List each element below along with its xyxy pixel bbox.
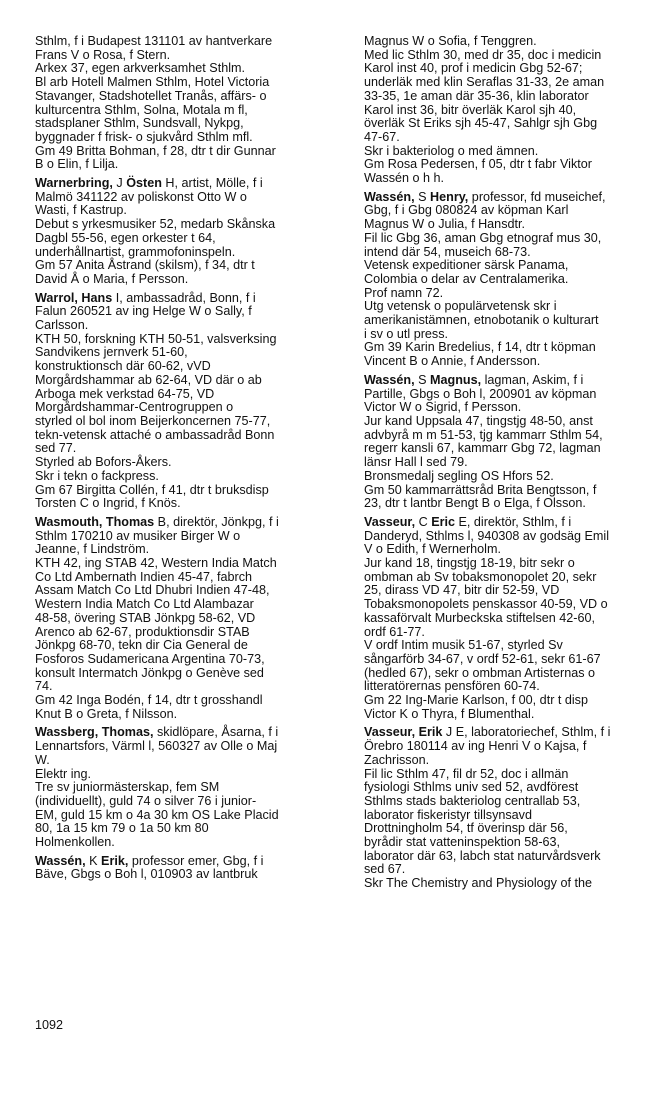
entry-text: Gm 49 Britta Bohman, f 28, dtr t dir Gunnar [35,143,276,158]
entry-text: Arenco ab 62-67, produktionsdir STAB [35,624,250,639]
entry-text: Utg vetensk o populärvetensk skr i [364,299,557,314]
entry-line [364,470,660,484]
entry-line [364,328,660,342]
entry-line [35,374,342,388]
entry-line [35,584,342,598]
entry-line [364,667,660,681]
entry-initial: J [112,176,127,191]
entry-text: Holmenkollen. [35,835,115,850]
entry-text: V ordf Intim musik 51-67, styrled Sv [364,638,563,653]
entry-line [35,104,342,118]
entry-text: Sandvikens jernverk 51-60, [35,345,188,360]
entry-text: Magnus W o Julia, f Hansdtr. [364,217,525,232]
entry-text: Gm Rosa Pedersen, f 05, dtr t fabr Viktor [364,157,592,172]
entry-text: i sv o utl press. [364,326,448,341]
biography-entry [35,177,342,287]
entry-text: Karol inst 36, bitr överläk Karol sjh 40, [364,102,577,117]
entry-text: kulturcentra Sthlm, Solna, Motala m fl, [35,102,248,117]
entry-text: Colombia o delar av Centralamerika. [364,271,569,286]
entry-text: KTH 42, ing STAB 42, Western India Match [35,556,277,571]
entry-line [35,35,342,49]
entry-line [35,809,342,823]
biography-entry [364,516,660,722]
entry-line [35,626,342,640]
entry-name: Wassén, [364,189,415,204]
entry-text: Falun 260521 av ing Helge W o Sally, f [35,304,252,319]
entry-line [35,470,342,484]
right-column [364,35,660,896]
entry-text: Knut B o Greta, f Nilsson. [35,706,178,721]
entry-line [35,319,342,333]
entry-text: fysiologi Sthlms univ sed 52, avdförest [364,780,579,795]
entry-line [35,415,342,429]
entry-text: J E, laboratoriechef, Sthlm, f i [442,725,611,740]
entry-text: KTH 50, forskning KTH 50-51, valsverksing [35,331,277,346]
entry-line [364,530,660,544]
entry-text: B, direktör, Jönkpg, f i [154,514,279,529]
entry-line [35,484,342,498]
entry-name: Vasseur, Erik [364,725,443,740]
entry-line [364,484,660,498]
entry-text: Jeanne, f Lindström. [35,542,150,557]
entry-line [364,62,660,76]
entry-line [35,131,342,145]
entry-text: EM, guld 15 km o 4a 30 km OS Lake Placid [35,807,279,822]
entry-text: Victor K o Thyra, f Blumenthal. [364,706,535,721]
entry-text: Bronsmedalj segling OS Hfors 52. [364,468,554,483]
entry-line [35,667,342,681]
entry-line [364,822,660,836]
entry-text: 48-58, övering STAB Jönkpg 58-62, VD [35,610,256,625]
entry-text: Prof namn 72. [364,285,444,300]
entry-line [35,708,342,722]
entry-line [364,273,660,287]
entry-line [35,346,342,360]
entry-text: advbyrå m m 51-53, tjg kammarr Sthlm 54, [364,427,603,442]
entry-line [364,232,660,246]
entry-line [364,49,660,63]
entry-line [35,333,342,347]
entry-line [364,456,660,470]
entry-line [364,726,660,740]
entry-text: Gm 39 Karin Bredelius, f 14, dtr t köpman [364,340,596,355]
entry-line [364,341,660,355]
entry-line [364,442,660,456]
entry-given-name: Östen [126,176,162,191]
entry-text: Sthlm, f i Budapest 131101 av hantverkare [35,34,273,48]
entry-text: professor emer, Gbg, f i [128,853,264,868]
entry-text: professor, fd museichef, [468,189,606,204]
entry-text: sångarförb 34-67, v ordf 52-61, sekr 61-67 [364,651,601,666]
entry-text: Drottningholm 54, tf överinsp där 56, [364,821,568,836]
entry-text: Elektr ing. [35,766,91,781]
entry-line [35,612,342,626]
entry-text: Morgårdshammar-Centrogruppen o [35,400,234,415]
entry-line [364,145,660,159]
entry-line [364,117,660,131]
entry-text: H, artist, Mölle, f i [161,176,263,191]
entry-text: (individuellt), guld 74 o silver 76 i junior- [35,793,257,808]
entry-text: Tre sv juniormästerskap, fem SM [35,780,220,795]
entry-line [35,516,342,530]
entry-text: E, direktör, Sthlm, f i [455,514,572,529]
entry-text: Wassén o h h. [364,171,445,186]
entry-text: Magnus W o Sofia, f Tenggren. [364,34,537,48]
entry-line [35,726,342,740]
entry-line [35,305,342,319]
entry-line [35,855,342,869]
entry-text: Malmö 341122 av poliskonst Otto W o [35,189,247,204]
entry-line [364,626,660,640]
entry-line [364,740,660,754]
entry-line [35,292,342,306]
entry-text: laborator fiskeristyr tillsynsavd [364,807,532,822]
entry-line [35,177,342,191]
entry-text: lagman, Askim, f i [481,372,584,387]
entry-text: ordf 61-77. [364,624,425,639]
entry-text: stadsplaner Sthlm, Sundsvall, Nykpg, [35,116,244,131]
entry-line [35,158,342,172]
entry-name: Wassberg, Thomas, [35,725,154,740]
entry-line [35,273,342,287]
entry-text: Fosforos Sudamericana Argentina 70-73, [35,651,265,666]
entry-line [364,836,660,850]
entry-given-name: Erik, [101,853,129,868]
entry-text: kassaförvalt Murbeckska stiftelsen 42-60, [364,610,595,625]
entry-text: Skr The Chemistry and Physiology of the [364,876,592,891]
entry-text: Jönkpg 68-70, tekn dir Cia General de [35,638,248,653]
entry-line [364,612,660,626]
entry-line [35,62,342,76]
entry-text: Jur kand 18, tingstjg 18-19, bitr sekr o [364,556,575,571]
entry-line [364,571,660,585]
entry-line [364,388,660,402]
entry-line [364,191,660,205]
entry-initial: C [415,514,432,529]
entry-line [364,415,660,429]
entry-line [35,740,342,754]
entry-line [364,218,660,232]
entry-initial: S [414,372,431,387]
entry-text: underläk med klin Seraflas 31-33, 2e aman [364,75,605,90]
entry-given-name: Magnus, [430,372,482,387]
entry-text: Zachrisson. [364,752,430,767]
entry-text: Sthlm 170210 av musiker Birger W o [35,528,241,543]
entry-text: 80, 1a 15 km 79 o 1a 50 km 80 [35,821,209,836]
entry-text: amerikanistämnen, etnobotanik o kulturart [364,313,599,328]
entry-text: Gm 67 Birgitta Collén, f 41, dtr t bruksdisp [35,482,269,497]
entry-line [364,863,660,877]
entry-line [35,781,342,795]
entry-text: 47-67. [364,129,400,144]
entry-text: ombman ab Sv tobaksmonopolet 20, sekr [364,569,597,584]
left-column [35,35,342,887]
entry-line [364,35,660,49]
entry-line [364,374,660,388]
entry-line [364,653,660,667]
entry-text: Partille, Gbgs o Boh l, 200901 av köpman [364,386,597,401]
entry-text: Dagbl 55-56, egen orkester t 64, [35,230,216,245]
page-number: 1092 [35,1018,64,1032]
entry-line [364,104,660,118]
biography-entry [364,35,660,186]
entry-text: Vincent B o Annie, f Andersson. [364,354,541,369]
entry-text: Gbg, f i Gbg 080824 av köpman Karl [364,203,569,218]
entry-line [35,754,342,768]
entry-name: Wasmouth, Thomas [35,514,155,529]
entry-text: Arboga mek verkstad 64-75, VD [35,386,215,401]
entry-text: laborator där 63, labch stat naturvårdsverk [364,848,601,863]
entry-text: Bl arb Hotell Malmen Sthlm, Hotel Victoria [35,75,270,90]
biography-entry [35,726,342,849]
entry-line [35,429,342,443]
entry-line [364,543,660,557]
entry-line [35,388,342,402]
entry-line [364,287,660,301]
entry-line [35,456,342,470]
entry-text: underhållnartist, grammofoninspeln. [35,244,236,259]
entry-text: Frans V o Rosa, f Stern. [35,47,171,62]
entry-text: Tobaksmonopolets penskassor 40-59, VD o [364,597,608,612]
entry-text: tekn-vetensk attaché o ambassadråd Bonn [35,427,275,442]
entry-name: Wassén, [35,853,86,868]
entry-line [35,360,342,374]
entry-initial: S [414,189,431,204]
entry-line [364,300,660,314]
entry-line [35,76,342,90]
entry-line [35,795,342,809]
entry-text: Co Ltd Ambernath Indien 45-47, fabrch [35,569,253,584]
entry-line [35,497,342,511]
entry-line [364,314,660,328]
entry-line [364,557,660,571]
entry-text: Skr i tekn o fackpress. [35,468,159,483]
entry-text: 23, dtr t lantbr Bengt B o Elga, f Olsson. [364,496,586,511]
entry-text: skidlöpare, Åsarna, f i [153,725,279,740]
entry-line [364,754,660,768]
entry-line [364,809,660,823]
entry-line [364,584,660,598]
entry-text: litteratörernas pensfören 60-74. [364,679,540,694]
entry-name: Warrol, Hans [35,290,113,305]
entry-given-name: Henry, [430,189,469,204]
entry-text: Styrled ab Bofors-Åkers. [35,455,172,470]
left-entries [35,35,342,882]
entry-line [35,768,342,782]
entry-line [364,781,660,795]
entry-text: Fil lic Sthlm 47, fil dr 52, doc i allmän [364,766,569,781]
entry-line [35,868,342,882]
biography-entry [35,516,342,722]
entry-line [364,768,660,782]
entry-line [364,90,660,104]
entry-text: Debut s yrkesmusiker 52, medarb Skånska [35,217,276,232]
biography-entry [35,855,342,882]
entry-given-name: Eric [431,514,456,529]
entry-line [35,530,342,544]
entry-text: byrådir stat vatteninspektion 58-63, [364,835,561,850]
entry-text: Fil lic Gbg 36, aman Gbg etnograf mus 30, [364,230,602,245]
entry-text: Skr i bakteriolog o med ämnen. [364,143,539,158]
entry-text: David Å o Maria, f Persson. [35,271,189,286]
entry-text: Carlsson. [35,318,89,333]
entry-line [35,49,342,63]
entry-text: regerr kansli 67, kammarr Gbg 72, lagman [364,441,601,456]
entry-text: Danderyd, Sthlms l, 940308 av godsäg Emil [364,528,610,543]
entry-line [35,401,342,415]
entry-line [35,836,342,850]
entry-line [364,795,660,809]
entry-line [364,401,660,415]
entry-text: sed 67. [364,862,406,877]
entry-text: styrled ol bol inom Beijerkoncernen 75-77, [35,413,271,428]
entry-text: Örebro 180114 av ing Henri V o Kajsa, f [364,739,587,754]
right-entries [364,35,660,891]
entry-text: Victor W o Sigrid, f Persson. [364,400,522,415]
entry-line [35,543,342,557]
entry-text: Western India Match Co Ltd Alambazar [35,597,254,612]
entry-line [364,355,660,369]
entry-line [364,259,660,273]
entry-line [364,172,660,186]
entry-line [364,639,660,653]
entry-text: byggnader f frisk- o sjukvård Sthlm mfl. [35,129,253,144]
entry-text: Karol inst 40, prof i medicin Gbg 52-67; [364,61,583,76]
entry-line [364,850,660,864]
entry-line [364,158,660,172]
entry-name: Wassén, [364,372,415,387]
entry-line [35,598,342,612]
entry-text: Lennartsfors, Värml l, 560327 av Olle o Maj [35,739,278,754]
entry-text: Torsten C o Ingrid, f Knös. [35,496,181,511]
entry-text: Sthlms stads bakteriolog centrallab 53, [364,793,581,808]
entry-line [35,191,342,205]
entry-line [35,232,342,246]
entry-line [35,218,342,232]
entry-line [364,204,660,218]
entry-text: Med lic Sthlm 30, med dr 35, doc i medicin [364,47,602,62]
entry-line [364,497,660,511]
entry-line [35,204,342,218]
entry-initial: K [85,853,102,868]
entry-line [364,246,660,260]
entry-text: konsult Intermatch Jönkpg o Genève sed [35,665,264,680]
entry-name: Vasseur, [364,514,416,529]
entry-name: Warnerbring, [35,176,113,191]
entry-line [35,822,342,836]
entry-text: Gm 57 Anita Åstrand (skilsm), f 34, dtr t [35,258,255,273]
entry-line [35,145,342,159]
entry-text: V o Edith, f Wernerholm. [364,542,501,557]
entry-line [364,131,660,145]
biography-entry [364,726,660,890]
entry-line [35,694,342,708]
entry-text: Jur kand Uppsala 47, tingstjg 48-50, anst [364,413,593,428]
entry-line [364,76,660,90]
entry-line [364,429,660,443]
entry-line [364,598,660,612]
entry-line [364,877,660,891]
entry-line [35,639,342,653]
biography-entry [364,374,660,511]
entry-text: sed 77. [35,441,77,456]
entry-text: Wasti, f Kastrup. [35,203,127,218]
entry-text: 74. [35,679,53,694]
entry-line [364,516,660,530]
entry-text: (hedled 67), sekr o ombman Artisternas o [364,665,595,680]
entry-text: intend där 54, museich 68-73. [364,244,531,259]
entry-line [35,117,342,131]
entry-line [364,694,660,708]
entry-text: 33-35, 1e aman där 35-36, klin laborator [364,88,589,103]
entry-text: Gm 22 Ing-Marie Karlson, f 00, dtr t disp [364,693,588,708]
entry-text: W. [35,752,50,767]
entry-text: I, ambassadråd, Bonn, f i [112,290,256,305]
entry-text: länsr Hall l sed 79. [364,455,468,470]
entry-text: Gm 50 kammarrättsråd Brita Bengtsson, f [364,482,597,497]
entry-text: Vetensk expeditioner särsk Panama, [364,258,569,273]
biography-entry [364,191,660,369]
entry-text: Assam Match Co Ltd Dhubri Indien 47-48, [35,583,270,598]
entry-line [35,571,342,585]
entry-text: Arkex 37, egen arkverksamhet Sthlm. [35,61,245,76]
entry-text: Bäve, Gbgs o Boh l, 010903 av lantbruk [35,867,258,882]
entry-line [35,90,342,104]
entry-line [35,259,342,273]
entry-text: Stavanger, Stadshotellet Tranås, affärs- o [35,88,267,103]
biography-entry [35,35,342,172]
biography-entry [35,292,342,511]
entry-line [364,708,660,722]
entry-text: Gm 42 Inga Bodén, f 14, dtr t grosshandl [35,693,263,708]
entry-text: Morgårdshammar ab 62-64, VD där o ab [35,372,262,387]
entry-line [35,680,342,694]
entry-line [35,557,342,571]
entry-text: konstruktionsch där 60-62, vVD [35,359,211,374]
entry-text: 25, dirass VD 47, bitr dir 52-59, VD [364,583,560,598]
entry-text: överläk St Eriks sjh 45-47, Sahlgr sjh Gbg [364,116,598,131]
entry-line [35,653,342,667]
entry-text: B o Elin, f Lilja. [35,157,119,172]
entry-line [364,680,660,694]
